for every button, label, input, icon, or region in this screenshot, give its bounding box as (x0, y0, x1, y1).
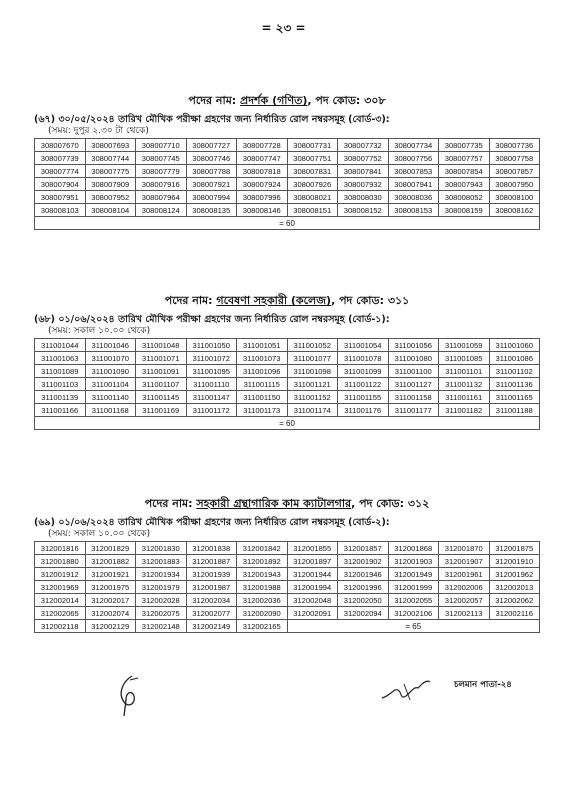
roll-number-cell: 311001165 (489, 391, 540, 404)
roll-number-cell: 312001969 (35, 581, 86, 594)
roll-number-cell: 312001946 (338, 568, 389, 581)
roll-number-cell: 311001056 (388, 339, 439, 352)
table-row (35, 404, 540, 417)
roll-number-cell: 308007746 (186, 152, 237, 165)
total-row (35, 217, 540, 230)
roll-number-cell: 308007841 (338, 165, 389, 178)
roll-number-cell: 311001063 (35, 352, 86, 365)
roll-number-cell: 312002075 (136, 607, 187, 620)
roll-number-cell: 312001903 (388, 555, 439, 568)
roll-number-cell: 312002055 (388, 594, 439, 607)
roll-number-cell: 311001147 (186, 391, 237, 404)
post-heading-label: পদের নাম: (144, 497, 193, 510)
roll-number-cell: 311001078 (338, 352, 389, 365)
roll-number-cell: 311001155 (338, 391, 389, 404)
roll-number-cell: 308008052 (439, 191, 490, 204)
roll-number-cell: 312002148 (136, 620, 187, 633)
table-row (35, 581, 540, 594)
post-code: , পদ কোড: ৩০৮ (307, 94, 386, 107)
roll-number-cell: 311001122 (338, 378, 389, 391)
roll-number-cell: 312002094 (338, 607, 389, 620)
roll-number-cell: 312001944 (287, 568, 338, 581)
roll-number-cell: 311001161 (439, 391, 490, 404)
roll-number-cell: 312001939 (186, 568, 237, 581)
roll-number-cell: 312002057 (439, 594, 490, 607)
time-line: (সময়: দুপুর ২.৩০ টা থেকে) (48, 126, 149, 136)
roll-number-table (34, 338, 540, 430)
roll-number-cell: 308007731 (287, 139, 338, 152)
roll-number-cell: 308008104 (85, 204, 136, 217)
roll-number-cell: 312001816 (35, 542, 86, 555)
roll-number-cell: 312002062 (489, 594, 540, 607)
roll-number-cell: 312002013 (489, 581, 540, 594)
section-post-311 (34, 294, 540, 430)
roll-number-cell: 311001051 (237, 339, 288, 352)
roll-number-cell: 312001882 (85, 555, 136, 568)
roll-number-cell: 308008135 (186, 204, 237, 217)
roll-number-cell: 311001085 (439, 352, 490, 365)
table-row (35, 191, 540, 204)
roll-number-cell: 308007909 (85, 178, 136, 191)
roll-number-cell: 312001987 (186, 581, 237, 594)
roll-number-cell: 312002113 (439, 607, 490, 620)
roll-number-cell: 308007734 (388, 139, 439, 152)
roll-number-cell: 311001139 (35, 391, 86, 404)
roll-number-cell: 308007926 (287, 178, 338, 191)
roll-number-cell: 308007854 (439, 165, 490, 178)
roll-number-cell: 312002149 (186, 620, 237, 633)
roll-number-cell: 311001127 (388, 378, 439, 391)
roll-number-cell: 312002090 (237, 607, 288, 620)
roll-number-cell: 308007831 (287, 165, 338, 178)
roll-number-cell: 308007774 (35, 165, 86, 178)
roll-number-cell: 312002116 (489, 607, 540, 620)
roll-number-cell: 312001962 (489, 568, 540, 581)
roll-number-cell: 312002050 (338, 594, 389, 607)
roll-number-cell: 312001907 (439, 555, 490, 568)
roll-number-cell: 311001158 (388, 391, 439, 404)
roll-number-cell: 311001176 (338, 404, 389, 417)
roll-number-cell: 312002118 (35, 620, 86, 633)
time-line: (সময়: সকাল ১০.০০ থেকে) (48, 326, 151, 336)
roll-number-cell: 311001140 (85, 391, 136, 404)
roll-number-cell: 308007857 (489, 165, 540, 178)
roll-number-cell: 311001054 (338, 339, 389, 352)
roll-number-cell: 308007744 (85, 152, 136, 165)
roll-number-cell: 311001168 (85, 404, 136, 417)
post-heading-label: পদের নাম: (164, 294, 213, 307)
roll-number-cell: 308007758 (489, 152, 540, 165)
roll-number-cell: 311001090 (85, 365, 136, 378)
table-row (35, 339, 540, 352)
roll-number-cell: 312001988 (237, 581, 288, 594)
roll-number-cell: 312002077 (186, 607, 237, 620)
total-count: = 60 (35, 417, 540, 430)
roll-number-cell: 312002017 (85, 594, 136, 607)
roll-number-cell: 311001050 (186, 339, 237, 352)
roll-number-cell: 311001044 (35, 339, 86, 352)
roll-number-cell: 308007775 (85, 165, 136, 178)
roll-number-cell: 312001996 (338, 581, 389, 594)
total-count: = 60 (35, 217, 540, 230)
roll-number-cell: 311001182 (439, 404, 490, 417)
roll-number-cell: 308007924 (237, 178, 288, 191)
roll-number-cell: 308008153 (388, 204, 439, 217)
roll-number-cell: 308008146 (237, 204, 288, 217)
time-line: (সময়: সকাল ১০.০০ থেকে) (48, 529, 151, 539)
roll-number-cell: 312001830 (136, 542, 187, 555)
roll-number-cell: 308008030 (338, 191, 389, 204)
signature-mark-left (112, 672, 148, 718)
roll-number-cell: 311001095 (186, 365, 237, 378)
roll-number-cell: 308007757 (439, 152, 490, 165)
roll-number-cell: 308008124 (136, 204, 187, 217)
total-row (35, 417, 540, 430)
roll-number-cell: 312001870 (439, 542, 490, 555)
table-row (35, 352, 540, 365)
roll-number-cell: 312002034 (186, 594, 237, 607)
roll-number-cell: 311001096 (237, 365, 288, 378)
roll-number-cell: 308007952 (85, 191, 136, 204)
roll-number-cell: 308007745 (136, 152, 187, 165)
section-post-312 (34, 497, 540, 633)
roll-number-cell: 311001173 (237, 404, 288, 417)
roll-number-cell: 308007693 (85, 139, 136, 152)
roll-number-cell: 311001136 (489, 378, 540, 391)
roll-number-cell: 311001104 (85, 378, 136, 391)
roll-number-cell: 308007916 (136, 178, 187, 191)
roll-number-cell: 311001086 (489, 352, 540, 365)
roll-number-cell: 311001070 (85, 352, 136, 365)
roll-number-cell: 312002036 (237, 594, 288, 607)
roll-number-cell: 311001080 (388, 352, 439, 365)
roll-number-cell: 312001855 (287, 542, 338, 555)
roll-number-cell: 308007756 (388, 152, 439, 165)
roll-number-cell: 312002028 (136, 594, 187, 607)
roll-number-table (34, 541, 540, 633)
roll-number-cell: 308007739 (35, 152, 86, 165)
schedule-line: (৬৭) ৩০/০৫/২০২৪ তারিখ মৌখিক পরীক্ষা গ্রহণের জন্য নির্ধারিত রোল নম্বরসমূহ (বোর্ড-৩): (34, 114, 390, 125)
roll-number-cell: 311001077 (287, 352, 338, 365)
post-heading (34, 497, 540, 511)
roll-number-cell: 312001857 (338, 542, 389, 555)
roll-number-cell: 311001052 (287, 339, 338, 352)
roll-number-cell: 311001102 (489, 365, 540, 378)
roll-number-cell: 311001100 (388, 365, 439, 378)
roll-number-cell: 308007732 (338, 139, 389, 152)
roll-number-cell: 311001177 (388, 404, 439, 417)
roll-number-cell: 312002048 (287, 594, 338, 607)
roll-number-cell: 308008159 (439, 204, 490, 217)
post-code: , পদ কোড: ৩১২ (351, 497, 430, 510)
roll-number-cell: 308007951 (35, 191, 86, 204)
roll-number-cell: 311001152 (287, 391, 338, 404)
roll-number-cell: 308007943 (439, 178, 490, 191)
roll-number-cell: 312001892 (237, 555, 288, 568)
roll-number-cell: 308007950 (489, 178, 540, 191)
roll-number-cell: 311001089 (35, 365, 86, 378)
roll-number-cell: 311001132 (439, 378, 490, 391)
roll-number-cell: 308007779 (136, 165, 187, 178)
roll-number-cell: 311001107 (136, 378, 187, 391)
roll-number-cell: 308008036 (388, 191, 439, 204)
roll-number-cell: 311001169 (136, 404, 187, 417)
table-row (35, 365, 540, 378)
roll-number-cell: 311001099 (338, 365, 389, 378)
roll-number-cell: 311001048 (136, 339, 187, 352)
roll-number-cell: 311001145 (136, 391, 187, 404)
roll-number-cell: 308008100 (489, 191, 540, 204)
continued-page-note: চলমান পাতা-২৪ (454, 680, 512, 690)
roll-number-cell: 308008162 (489, 204, 540, 217)
roll-number-cell: 312001880 (35, 555, 86, 568)
roll-number-cell: 311001072 (186, 352, 237, 365)
roll-number-cell: 311001115 (237, 378, 288, 391)
roll-number-cell: 311001103 (35, 378, 86, 391)
roll-number-cell: 312001994 (287, 581, 338, 594)
roll-number-cell: 311001110 (186, 378, 237, 391)
roll-number-cell: 312001868 (388, 542, 439, 555)
roll-number-cell: 308007964 (136, 191, 187, 204)
roll-number-cell: 311001150 (237, 391, 288, 404)
roll-number-cell: 312001883 (136, 555, 187, 568)
roll-number-cell: 312002014 (35, 594, 86, 607)
table-row (35, 378, 540, 391)
table-row (35, 139, 540, 152)
roll-number-cell: 308007904 (35, 178, 86, 191)
roll-number-cell: 311001059 (439, 339, 490, 352)
roll-number-cell: 308007727 (186, 139, 237, 152)
table-row (35, 391, 540, 404)
roll-number-cell: 308007788 (186, 165, 237, 178)
roll-number-cell: 312002065 (35, 607, 86, 620)
post-heading-label: পদের নাম: (188, 94, 237, 107)
schedule-line: (৬৮) ০১/০৬/২০২৪ তারিখ মৌখিক পরীক্ষা গ্রহণের জন্য নির্ধারিত রোল নম্বরসমূহ (বোর্ড-১): (34, 314, 390, 325)
roll-number-cell: 311001060 (489, 339, 540, 352)
table-row (35, 568, 540, 581)
roll-number-cell: 308008151 (287, 204, 338, 217)
post-heading (34, 294, 540, 308)
roll-number-cell: 308007751 (287, 152, 338, 165)
roll-number-cell: 311001098 (287, 365, 338, 378)
roll-number-cell: 312001838 (186, 542, 237, 555)
roll-number-cell: 311001091 (136, 365, 187, 378)
roll-number-cell: 308007752 (338, 152, 389, 165)
roll-number-cell: 311001101 (439, 365, 490, 378)
roll-number-cell: 311001046 (85, 339, 136, 352)
roll-number-cell: 311001188 (489, 404, 540, 417)
table-row (35, 594, 540, 607)
roll-number-cell: 311001071 (136, 352, 187, 365)
post-name: গবেষণা সহকারী (কলেজ) (216, 294, 332, 307)
roll-number-cell: 308007818 (237, 165, 288, 178)
roll-number-cell: 308007941 (388, 178, 439, 191)
roll-number-cell: 312002129 (85, 620, 136, 633)
roll-number-cell: 308008103 (35, 204, 86, 217)
roll-number-cell: 312001949 (388, 568, 439, 581)
roll-number-cell: 312001934 (136, 568, 187, 581)
roll-number-cell: 308007735 (439, 139, 490, 152)
table-row (35, 607, 540, 620)
roll-number-cell: 308008021 (287, 191, 338, 204)
roll-number-cell: 308007728 (237, 139, 288, 152)
post-name: সহকারী গ্রন্থাগারিক কাম ক্যাটালগার (196, 497, 352, 510)
roll-number-cell: 308007736 (489, 139, 540, 152)
roll-number-cell: 312001921 (85, 568, 136, 581)
roll-number-cell: 308007996 (237, 191, 288, 204)
roll-number-cell: 308007932 (338, 178, 389, 191)
roll-number-cell: 312001943 (237, 568, 288, 581)
roll-number-cell: 312002074 (85, 607, 136, 620)
roll-number-cell: 311001166 (35, 404, 86, 417)
post-code: , পদ কোড: ৩১১ (331, 294, 410, 307)
roll-number-cell: 311001172 (186, 404, 237, 417)
table-row (35, 555, 540, 568)
roll-number-cell: 312001902 (338, 555, 389, 568)
table-row (35, 152, 540, 165)
schedule-line: (৬৯) ০১/০৬/২০২৪ তারিখ মৌখিক পরীক্ষা গ্রহণের জন্য নির্ধারিত রোল নম্বরসমূহ (বোর্ড-২): (34, 517, 390, 528)
roll-number-cell: 312001829 (85, 542, 136, 555)
roll-number-cell: 312001979 (136, 581, 187, 594)
roll-number-cell: 312002006 (439, 581, 490, 594)
roll-number-cell: 312002165 (237, 620, 288, 633)
roll-number-cell: 312001999 (388, 581, 439, 594)
roll-number-cell: 308007994 (186, 191, 237, 204)
roll-number-cell: 308007853 (388, 165, 439, 178)
roll-number-table (34, 138, 540, 230)
roll-number-cell: 308008152 (338, 204, 389, 217)
roll-number-cell: 308007747 (237, 152, 288, 165)
roll-number-cell: 312001842 (237, 542, 288, 555)
table-row (35, 178, 540, 191)
table-row (35, 165, 540, 178)
roll-number-cell: 312002091 (287, 607, 338, 620)
post-name: প্রদর্শক (গণিত) (240, 94, 308, 107)
total-row (35, 620, 540, 633)
post-heading (34, 94, 540, 108)
roll-number-cell: 312001887 (186, 555, 237, 568)
roll-number-cell: 311001073 (237, 352, 288, 365)
roll-number-cell: 311001121 (287, 378, 338, 391)
roll-number-cell: 312001975 (85, 581, 136, 594)
roll-number-cell: 312001875 (489, 542, 540, 555)
roll-number-cell: 312001961 (439, 568, 490, 581)
roll-number-cell: 312001910 (489, 555, 540, 568)
roll-number-cell: 312001897 (287, 555, 338, 568)
roll-number-cell: 308007670 (35, 139, 86, 152)
signature-mark-right (380, 676, 432, 704)
page-number: = ২৩ = (261, 21, 306, 35)
roll-number-cell: 312002106 (388, 607, 439, 620)
roll-number-cell: 308007921 (186, 178, 237, 191)
section-post-308 (34, 94, 540, 230)
table-row (35, 542, 540, 555)
table-row (35, 204, 540, 217)
roll-number-cell: 311001174 (287, 404, 338, 417)
roll-number-cell: 312001912 (35, 568, 86, 581)
total-count: = 65 (287, 620, 540, 633)
roll-number-cell: 308007710 (136, 139, 187, 152)
